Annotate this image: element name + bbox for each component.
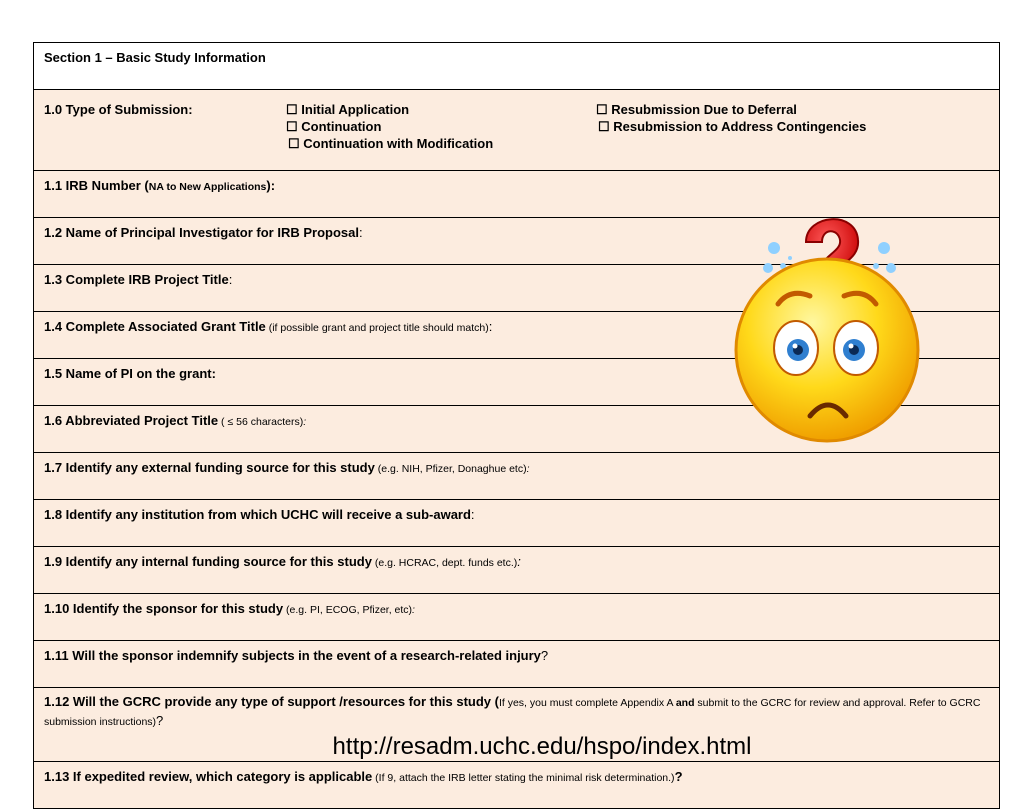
option-resubmission-deferral[interactable]: ☐ Resubmission Due to Deferral xyxy=(596,102,797,117)
field-1-13-expedited-category[interactable]: 1.13 If expedited review, which category is applicable (If 9, attach the IRB letter stating the minimal risk determination.)? xyxy=(34,762,1000,809)
option-continuation-modification[interactable]: ☐ Continuation with Modification xyxy=(288,136,494,151)
field-1-9-internal-funding[interactable]: 1.9 Identify any internal funding source for this study (e.g. HCRAC, dept. funds etc.): xyxy=(34,547,1000,594)
option-resubmission-contingencies[interactable]: ☐ Resubmission to Address Contingencies xyxy=(598,119,867,134)
field-1-1-irb-number[interactable]: 1.1 IRB Number (NA to New Applications): xyxy=(34,171,1000,218)
footer-url[interactable]: http://resadm.uchc.edu/hspo/index.html xyxy=(332,733,752,760)
field-1-6-abbreviated-title[interactable]: 1.6 Abbreviated Project Title ( ≤ 56 characters): xyxy=(34,406,1000,453)
submission-type-cell xyxy=(34,90,1000,171)
field-1-2-pi-name[interactable]: 1.2 Name of Principal Investigator for IRB Proposal: xyxy=(34,218,1000,265)
section-title: Section 1 – Basic Study Information xyxy=(34,43,1000,90)
field-1-8-sub-award-institution[interactable]: 1.8 Identify any institution from which UCHC will receive a sub-award: xyxy=(34,500,1000,547)
field-1-4-grant-title[interactable]: 1.4 Complete Associated Grant Title (if possible grant and project title should match): xyxy=(34,312,1000,359)
confused-face-icon xyxy=(728,212,926,448)
option-initial-application[interactable]: ☐ Initial Application xyxy=(286,102,410,117)
field-1-10-sponsor[interactable]: 1.10 Identify the sponsor for this study (e.g. PI, ECOG, Pfizer, etc): xyxy=(34,594,1000,641)
field-1-12-gcrc-support[interactable]: 1.12 Will the GCRC provide any type of support /resources for this study (If yes, you must complete Appendix A and submit to the GCRC for review and approval. Refer to GCRC submission instructions)? xyxy=(34,688,1000,762)
field-1-7-external-funding[interactable]: 1.7 Identify any external funding source for this study (e.g. NIH, Pfizer, Donaghue etc): xyxy=(34,453,1000,500)
option-continuation[interactable]: ☐ Continuation xyxy=(286,119,382,134)
submission-type-label: 1.0 Type of Submission: xyxy=(44,102,193,117)
field-1-3-project-title[interactable]: 1.3 Complete IRB Project Title: xyxy=(34,265,1000,312)
field-1-11-indemnify[interactable]: 1.11 Will the sponsor indemnify subjects in the event of a research-related injury? xyxy=(34,641,1000,688)
field-1-5-grant-pi[interactable]: 1.5 Name of PI on the grant: xyxy=(34,359,1000,406)
